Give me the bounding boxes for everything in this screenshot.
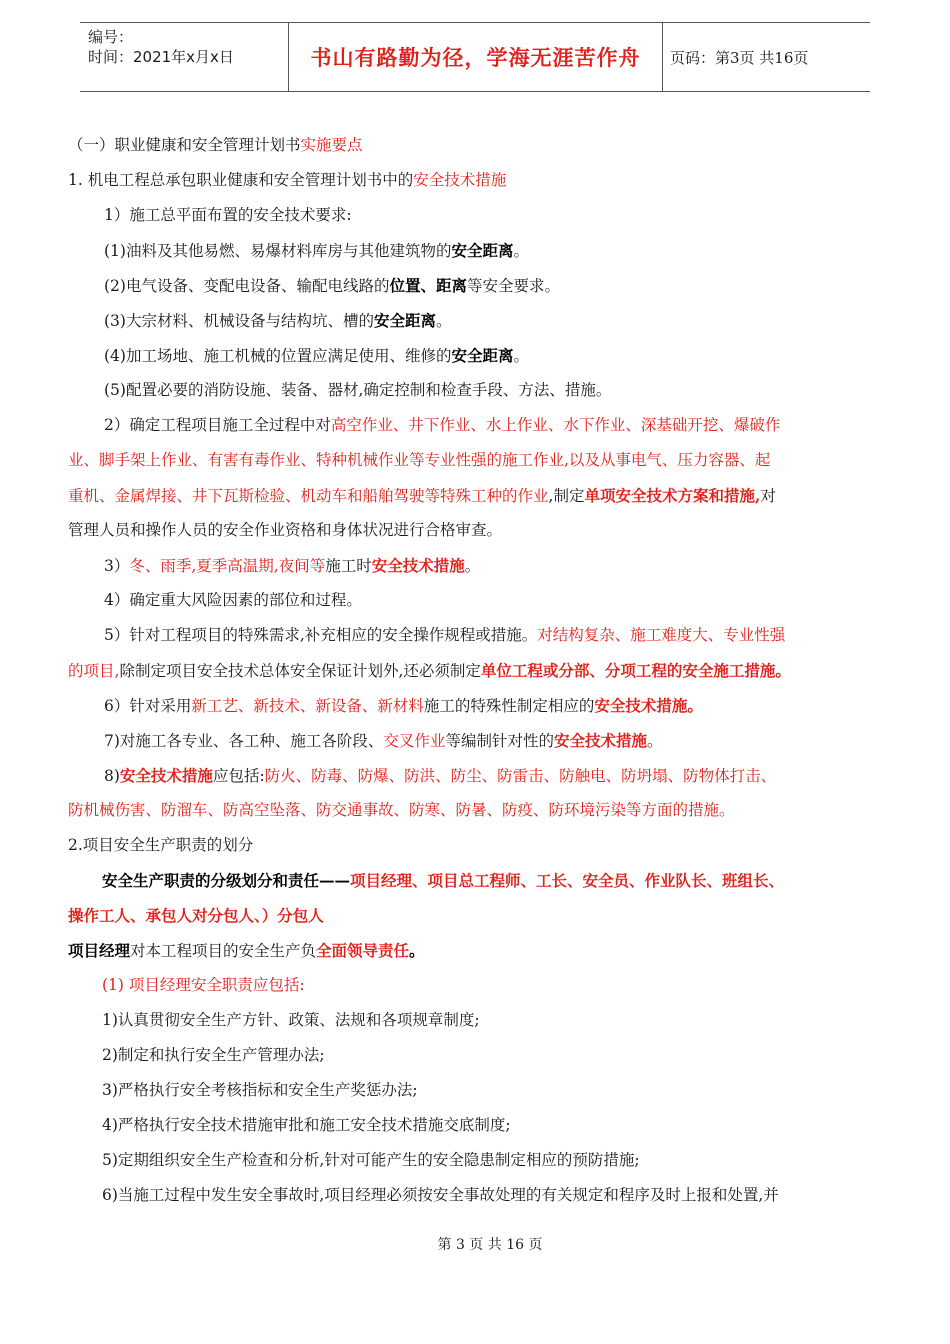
text-segment: 位置、距离 (389, 276, 467, 295)
paragraph (68, 793, 884, 828)
paragraph (68, 198, 884, 233)
text-segment: 1. 机电工程总承包职业健康和安全管理计划书中的 (68, 171, 414, 189)
text-segment: 5)定期组织安全生产检查和分析,针对可能产生的安全隐患制定相应的预防措施; (102, 1151, 640, 1169)
text-segment: 业、脚手架上作业、有害有毒作业、特种机械作业等专业性强的施工作业,以及从事电气、压力容器、起 (68, 451, 771, 469)
text-segment: 交叉作业 (383, 732, 446, 750)
text-segment: 对 (760, 487, 776, 505)
page-header (80, 22, 870, 92)
text-segment: (2)电气设备、变配电设备、输配电线路的 (104, 277, 390, 295)
text-segment: 实施要点 (300, 136, 363, 154)
text-segment: 安全技术措施 (413, 171, 507, 189)
paragraph (68, 933, 884, 968)
paragraph (68, 583, 884, 618)
paragraph (68, 758, 884, 793)
text-segment: 安全距离 (451, 241, 514, 260)
header-motto-cell (288, 23, 663, 91)
text-segment: 对本工程项目的安全生产负 (130, 942, 317, 960)
text-segment: 高空作业、井下作业、水上作业、水下作业、深基础开挖、爆破作 (330, 416, 781, 434)
text-segment: 冬、雨季,夏季高温期,夜间等 (129, 557, 326, 575)
text-segment: ,制定 (548, 487, 585, 505)
text-segment: 应包括: (212, 767, 265, 785)
header-motto: 书山有路勤为径，学海无涯苦作舟 (310, 45, 641, 70)
paragraph (68, 338, 884, 373)
text-segment: 等安全要求。 (466, 277, 560, 295)
paragraph (68, 373, 884, 408)
text-segment: (1)油料及其他易燃、易爆材料库房与其他建筑物的 (104, 242, 452, 260)
text-segment: 。 (513, 242, 529, 260)
text-segment: 防机械伤害、防溜车、防高空坠落、防交通事故、防寒、防暑、防疫、防环境污染等方面的措施。 (68, 801, 735, 819)
text-segment: 安全技术措施 (371, 556, 465, 575)
text-segment: 1)认真贯彻安全生产方针、政策、法规和各项规章制度; (102, 1011, 480, 1029)
text-segment: 安全技术措施。 (594, 696, 703, 715)
text-segment: 除制定项目安全技术总体安全保证计划外,还必须制定 (119, 662, 481, 680)
list-item (68, 1038, 884, 1073)
text-segment: 1）施工总平面布置的安全技术要求: (104, 206, 352, 224)
paragraph (68, 513, 884, 548)
text-segment: 。 (435, 312, 452, 330)
paragraph (68, 233, 884, 268)
list-item (68, 1073, 884, 1108)
text-segment: 等编制针对性的 (445, 732, 554, 750)
text-segment: 操作工人、承包人对分包人、）分包人 (68, 906, 324, 925)
document-body (68, 128, 884, 1213)
text-segment: 安全生产职责的分级划分和责任—— (102, 871, 351, 890)
text-segment: 安全技术措施 (119, 766, 213, 785)
text-segment: 重机、金属焊接、井下瓦斯检验、机动车和船舶驾驶等特殊工种的作业 (68, 487, 549, 505)
text-segment: 5）针对工程项目的特殊需求,补充相应的安全操作规程或措施。 (104, 626, 538, 644)
paragraph (68, 303, 884, 338)
header-page-info: 页码：第3页 共16页 (670, 48, 809, 67)
text-segment: 安全距离 (373, 311, 436, 330)
text-segment: 安全技术措施 (553, 731, 647, 750)
text-segment: 对结构复杂、施工难度大、专业性强 (537, 626, 786, 644)
paragraph (68, 723, 884, 758)
paragraph (68, 898, 884, 933)
text-segment: 新工艺、新技术、新设备、新材料 (191, 697, 424, 715)
paragraph (68, 443, 884, 478)
text-segment: 。 (513, 347, 529, 365)
text-segment: 2.项目安全生产职责的划分 (68, 836, 254, 854)
list-item (68, 1003, 884, 1038)
list-item (68, 1143, 884, 1178)
text-segment: 单项安全技术方案和措施, (584, 486, 761, 505)
date-line: 时间：2021年x月x日 (88, 48, 234, 66)
item-heading (68, 163, 884, 198)
text-segment: 8) (104, 767, 120, 785)
text-segment: (3)大宗材料、机械设备与结构坑、槽的 (104, 312, 374, 330)
text-segment: 。 (646, 732, 663, 750)
text-segment: 3） (104, 557, 130, 575)
text-segment: 2）确定工程项目施工全过程中对 (104, 416, 331, 434)
text-segment: 全面领导责任 (316, 941, 410, 960)
text-segment: (1) 项目经理安全职责应包括: (102, 976, 305, 994)
text-segment: 施工的特殊性制定相应的 (423, 697, 595, 715)
text-segment: 。 (464, 557, 481, 575)
text-segment: 7)对施工各专业、各工种、施工各阶段、 (104, 732, 384, 750)
text-segment: 的项目, (68, 662, 120, 680)
list-item (68, 1178, 884, 1213)
text-segment: 2)制定和执行安全生产管理办法; (102, 1046, 325, 1064)
number-label: 编号： (88, 28, 134, 46)
paragraph (68, 863, 884, 898)
text-segment: 4)严格执行安全技术措施审批和施工安全技术措施交底制度; (102, 1116, 511, 1134)
paragraph (68, 478, 884, 513)
paragraph (68, 268, 884, 303)
paragraph (68, 408, 884, 443)
text-segment: 项目经理、项目总工程师、工长、安全员、作业队长、班组长、 (350, 871, 785, 890)
header-left (88, 27, 288, 67)
text-segment: 防火、防毒、防爆、防洪、防尘、防雷击、防触电、防坍塌、防物体打击、 (264, 767, 777, 785)
text-segment: 6）针对采用 (104, 697, 192, 715)
text-segment: 项目经理 (68, 941, 131, 960)
list-item (68, 1108, 884, 1143)
sub-heading (68, 968, 884, 1003)
text-segment: 管理人员和操作人员的安全作业资格和身体状况进行合格审查。 (68, 521, 503, 539)
text-segment: 单位工程或分部、分项工程的安全施工措施。 (480, 661, 791, 680)
text-segment: 6)当施工过程中发生安全事故时,项目经理必须按安全事故处理的有关规定和程序及时上报和处置,并 (102, 1186, 779, 1204)
paragraph (68, 653, 884, 688)
text-segment: 3)严格执行安全考核指标和安全生产奖惩办法; (102, 1081, 418, 1099)
page-footer: 第 3 页 共 16 页 (437, 1237, 543, 1253)
text-segment: 。 (409, 941, 425, 960)
text-segment: 安全距离 (451, 346, 514, 365)
paragraph (68, 688, 884, 723)
text-segment: (5)配置必要的消防设施、装备、器材,确定控制和检查手段、方法、措施。 (104, 381, 612, 399)
paragraph (68, 548, 884, 583)
text-segment: (4)加工场地、施工机械的位置应满足使用、维修的 (104, 347, 452, 365)
text-segment: 4）确定重大风险因素的部位和过程。 (104, 591, 362, 609)
section-heading (68, 128, 884, 163)
text-segment: （一）职业健康和安全管理计划书 (68, 136, 301, 154)
item-heading (68, 828, 884, 863)
text-segment: 施工时 (325, 557, 372, 575)
paragraph (68, 618, 884, 653)
